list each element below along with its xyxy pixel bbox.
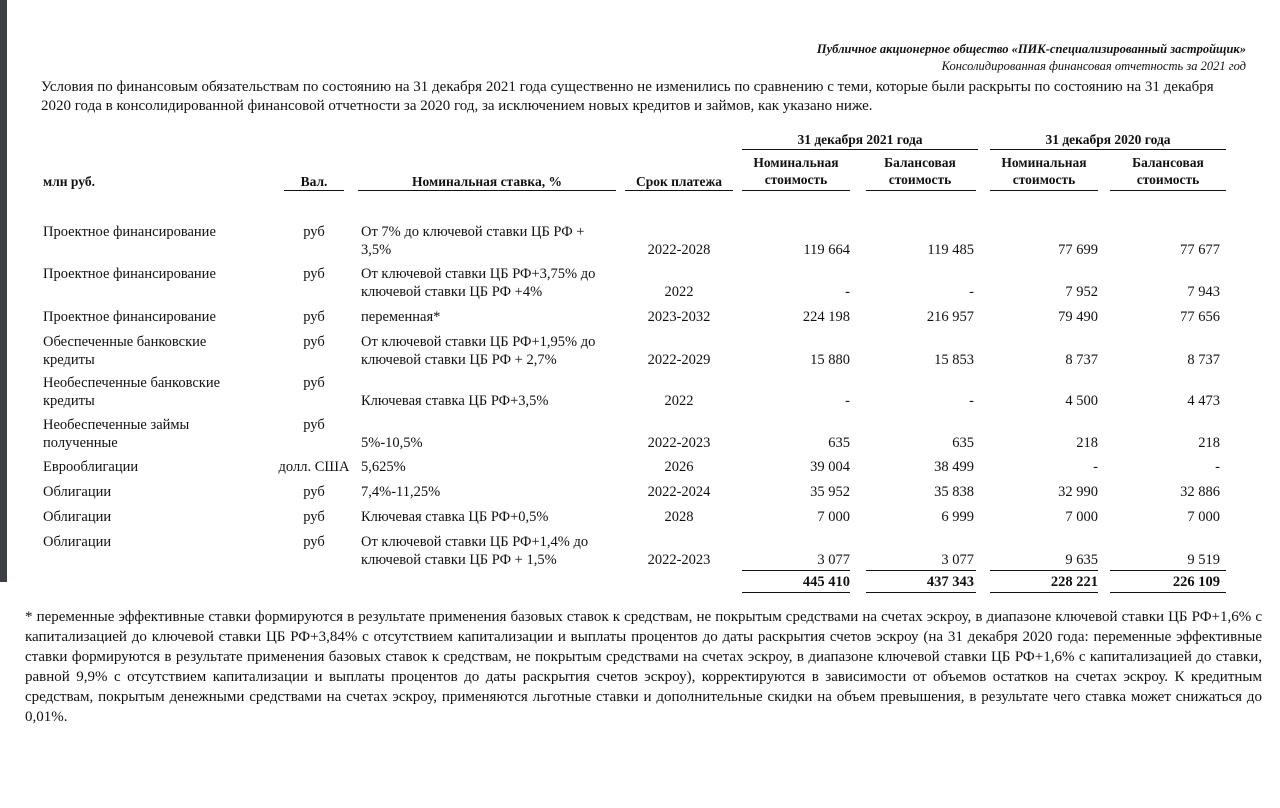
row-6-name: Необеспеченные займы полученные <box>43 417 190 451</box>
row-7-term: 2026 <box>664 459 694 475</box>
row-4-nominal-2021: 15 880 <box>810 352 850 368</box>
row-3-rate: переменная* <box>361 309 441 325</box>
row-2-nominal-2020: 7 952 <box>1065 284 1098 300</box>
row-4-rate: От ключевой ставки ЦБ РФ+1,95% до ключевой ставки ЦБ РФ + 2,7% <box>361 334 596 368</box>
col-balance-2021-header: Балансовая стоимость <box>884 155 956 187</box>
footnote: * переменные эффективные ставки формируются в результате применения базовых ставок к средствам, не покрытым средствами на счетах эскроу, в диапазоне ключевой ставки ЦБ РФ+1,6% с капитализацией до ключевой ставки ЦБ РФ+3,84% с отсутствием капитализации и выплаты процентов до даты раскрытия счетов эскроу (на 31 декабря 2020 года: переменные эффективные ставки формируются в результате применения базовых ставок к средствам, не покрытым средствами на счетах эскроу, в диапазоне ключевой ставки ЦБ РФ+1,6% с капитализацией до ставки, равной 9,9% с отсутствием капитализации и выплаты процентов до даты раскрытия счетов эскроу), корректируются в зависимости от объемов остатков на счетах эскроу. К кредитным средствам, покрытым денежными средствами на счетах эскроу, применяются льготные ставки и дополнительные скидки на объем превышения, в результате чего ставка может снижаться до 0,01%. <box>25 609 1262 725</box>
row-10-nominal-2020: 9 635 <box>1065 552 1098 568</box>
row-7-nominal-2020: - <box>1093 459 1098 475</box>
row-3-nominal-2020: 79 490 <box>1058 309 1098 325</box>
row-8-nominal-2021: 35 952 <box>810 484 850 500</box>
row-2-balance-2021: - <box>969 284 974 300</box>
total-balance-2020: 226 109 <box>1172 574 1220 590</box>
row-1-nominal-2020: 77 699 <box>1058 242 1098 258</box>
total-balance-2021-underline <box>866 592 976 593</box>
period-2020-underline <box>990 149 1226 150</box>
row-2-currency: руб <box>303 266 325 282</box>
row-8-currency: руб <box>303 484 325 500</box>
row-3-currency: руб <box>303 309 325 325</box>
row-1-balance-2020: 77 677 <box>1180 242 1220 258</box>
row-9-currency: руб <box>303 509 325 525</box>
window-edge <box>0 0 7 582</box>
row-7-name: Еврооблигации <box>43 459 139 475</box>
row-8-nominal-2020: 32 990 <box>1058 484 1098 500</box>
row-6-rate: 5%-10,5% <box>361 435 423 451</box>
row-10-balance-2021: 3 077 <box>941 552 974 568</box>
row-1-nominal-2021: 119 664 <box>803 242 850 258</box>
row-5-rate: Ключевая ставка ЦБ РФ+3,5% <box>361 393 549 409</box>
row-9-name: Облигации <box>43 509 112 525</box>
col-nominal-2021-header: Номинальная стоимость <box>753 155 839 187</box>
col-currency-header: Вал. <box>300 174 328 189</box>
row-9-rate: Ключевая ставка ЦБ РФ+0,5% <box>361 509 549 525</box>
row-7-balance-2021: 38 499 <box>934 459 974 475</box>
company-name: Публичное акционерное общество «ПИК-специализированный застройщик» <box>816 42 1246 56</box>
row-6-balance-2021: 635 <box>952 435 974 451</box>
row-1-name: Проектное финансирование <box>43 224 216 240</box>
row-10-term: 2022-2023 <box>647 552 711 568</box>
row-7-rate: 5,625% <box>361 459 406 475</box>
total-nominal-2021-underline <box>742 592 850 593</box>
row-4-balance-2020: 8 737 <box>1187 352 1220 368</box>
total-balance-2021: 437 343 <box>926 574 974 590</box>
row-3-nominal-2021: 224 198 <box>802 309 850 325</box>
row-2-name: Проектное финансирование <box>43 266 216 282</box>
row-9-balance-2020: 7 000 <box>1187 509 1220 525</box>
row-4-nominal-2020: 8 737 <box>1065 352 1098 368</box>
row-8-rate: 7,4%-11,25% <box>361 484 441 500</box>
col-balance-2021-underline <box>866 190 976 191</box>
row-6-balance-2020: 218 <box>1198 435 1220 451</box>
period-2020-header: 31 декабря 2020 года <box>1045 132 1171 147</box>
row-5-nominal-2020: 4 500 <box>1065 393 1098 409</box>
period-2021-underline <box>742 149 978 150</box>
col-rate-underline <box>358 190 616 191</box>
row-5-term: 2022 <box>664 393 694 409</box>
row-4-currency: руб <box>303 334 325 350</box>
row-8-term: 2022-2024 <box>647 484 711 500</box>
row-6-currency: руб <box>303 417 325 433</box>
row-3-balance-2021: 216 957 <box>926 309 974 325</box>
row-1-currency: руб <box>303 224 325 240</box>
row-9-term: 2028 <box>664 509 694 525</box>
row-10-currency: руб <box>303 534 325 550</box>
row-1-rate: От 7% до ключевой ставки ЦБ РФ + 3,5% <box>361 224 585 258</box>
row-7-balance-2020: - <box>1215 459 1220 475</box>
row-2-balance-2020: 7 943 <box>1187 284 1220 300</box>
row-6-nominal-2020: 218 <box>1076 435 1098 451</box>
col-term-underline <box>625 190 733 191</box>
col-nominal-2020-header: Номинальная стоимость <box>1001 155 1087 187</box>
col-currency-underline <box>284 190 344 191</box>
col-nominal-2021-underline <box>742 190 850 191</box>
row-5-nominal-2021: - <box>845 393 850 409</box>
row-3-term: 2023-2032 <box>647 309 711 325</box>
intro-paragraph: Условия по финансовым обязательствам по состоянию на 31 декабря 2021 года существенно не изменились по сравнению с теми, которые были раскрыты по состоянию на 31 декабря 2020 года в консолидированной финансовой отчетности за 2020 год, за исключением новых кредитов и займов, как указано ниже. <box>41 79 1214 114</box>
row-2-term: 2022 <box>664 284 694 300</box>
col-rate-header: Номинальная ставка, % <box>412 174 562 189</box>
row-6-nominal-2021: 635 <box>828 435 850 451</box>
total-nominal-2020-line <box>990 570 1098 571</box>
col-units-header: млн руб. <box>43 174 95 189</box>
row-9-nominal-2021: 7 000 <box>817 509 850 525</box>
row-7-currency: долл. США <box>278 459 350 475</box>
total-balance-2020-underline <box>1110 592 1226 593</box>
row-1-balance-2021: 119 485 <box>927 242 974 258</box>
col-nominal-2020-underline <box>990 190 1098 191</box>
row-4-name: Обеспеченные банковские кредиты <box>43 334 207 368</box>
row-5-name: Необеспеченные банковские кредиты <box>43 375 221 409</box>
row-5-currency: руб <box>303 375 325 391</box>
row-6-term: 2022-2023 <box>647 435 711 451</box>
report-title: Консолидированная финансовая отчетность за 2021 год <box>941 59 1246 73</box>
total-balance-2020-line <box>1110 570 1226 571</box>
row-3-balance-2020: 77 656 <box>1180 309 1220 325</box>
row-4-balance-2021: 15 853 <box>934 352 974 368</box>
total-nominal-2020: 228 221 <box>1050 574 1098 590</box>
row-10-balance-2020: 9 519 <box>1187 552 1220 568</box>
total-nominal-2021-line <box>742 570 850 571</box>
row-5-balance-2020: 4 473 <box>1187 393 1220 409</box>
row-5-balance-2021: - <box>969 393 974 409</box>
col-term-header: Срок платежа <box>635 174 723 189</box>
total-balance-2021-line <box>866 570 976 571</box>
row-8-name: Облигации <box>43 484 112 500</box>
row-8-balance-2020: 32 886 <box>1180 484 1220 500</box>
row-4-term: 2022-2029 <box>647 352 711 368</box>
row-2-rate: От ключевой ставки ЦБ РФ+3,75% до ключевой ставки ЦБ РФ +4% <box>361 266 596 300</box>
row-10-rate: От ключевой ставки ЦБ РФ+1,4% до ключевой ставки ЦБ РФ + 1,5% <box>361 534 589 568</box>
row-10-name: Облигации <box>43 534 112 550</box>
row-10-nominal-2021: 3 077 <box>817 552 850 568</box>
row-9-balance-2021: 6 999 <box>941 509 974 525</box>
total-nominal-2021: 445 410 <box>802 574 850 590</box>
total-nominal-2020-underline <box>990 592 1098 593</box>
row-9-nominal-2020: 7 000 <box>1065 509 1098 525</box>
row-2-nominal-2021: - <box>845 284 850 300</box>
col-balance-2020-header: Балансовая стоимость <box>1132 155 1204 187</box>
period-2021-header: 31 декабря 2021 года <box>797 132 923 147</box>
row-8-balance-2021: 35 838 <box>934 484 974 500</box>
row-7-nominal-2021: 39 004 <box>810 459 850 475</box>
row-1-term: 2022-2028 <box>647 242 711 258</box>
row-3-name: Проектное финансирование <box>43 309 216 325</box>
col-balance-2020-underline <box>1110 190 1226 191</box>
